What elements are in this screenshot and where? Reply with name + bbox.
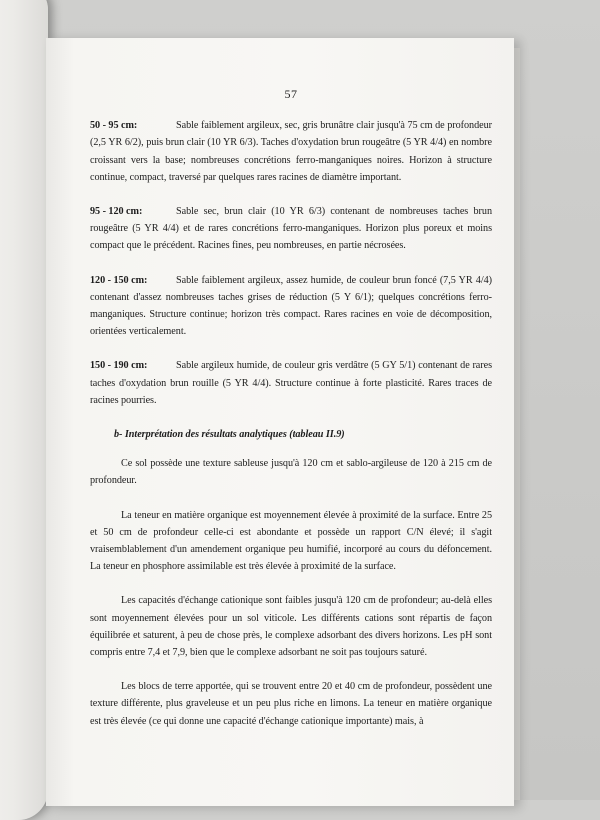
horizon-description: Sable argileux humide, de couleur gris verdâtre (5 GY 5/1) contenant de rares taches d'oxydation brun rouille (5 YR 4/4). Structure continue à forte plasticité. Rares traces de racines pourries. (90, 360, 492, 406)
horizon-description: Sable faiblement argileux, sec, gris brunâtre clair jusqu'à 75 cm de profondeur (2,5 YR 6/2), puis brun clair (10 YR 6/3). Taches d'oxydation brun rougeâtre (5 YR 4/4) en nombre croissant vers la base; nombreuses concrétions ferro-manganiques noires. Horizon à structure continue, compact, traversé par quelques rares racines de diamètre important. (90, 120, 492, 183)
horizon-description: Sable sec, brun clair (10 YR 6/3) contenant de nombreuses taches brun rougeâtre (5 YR 4/4) et de rares concrétions ferro-manganiques. Horizon plus poreux et moins compact que le précédent. Racines fines, peu nombreuses, en partie nécrosées. (90, 206, 492, 252)
page-number: 57 (284, 87, 298, 101)
horizon-depth: 120 - 150 cm: (90, 274, 148, 286)
page-content (90, 86, 492, 747)
horizon-entry (90, 357, 492, 409)
body-paragraph: La teneur en matière organique est moyennement élevée à proximité de la surface. Entre 25 et 50 cm de profondeur celle-ci est abondante et possède un rapport C/N élevé; il s'agit vraisemblablement d'un amendement organique peu humifié, incorporé au cours du défoncement. La teneur en phosphore assimilable est très élevée à proximité de la surface. (90, 509, 492, 573)
horizon-depth: 150 - 190 cm: (90, 360, 148, 372)
body-paragraph: Ce sol possède une texture sableuse jusqu'à 120 cm et sablo-argileuse de 120 à 215 cm de profondeur. (90, 458, 492, 487)
section-heading: b- Interprétation des résultats analytiques (tableau II.9) (114, 429, 345, 441)
horizon-depth: 50 - 95 cm: (90, 120, 138, 132)
body-paragraph: Les blocs de terre apportée, qui se trouvent entre 20 et 40 cm de profondeur, possèdent une texture différente, plus graveleuse et un peu plus riche en limons. La teneur en matière organique est très élevée (ce qui donne une capacité d'échange cationique importante) mais, à (90, 681, 492, 727)
horizon-entry (90, 272, 492, 341)
horizon-depth: 95 - 120 cm: (90, 206, 143, 218)
facing-page-edge (0, 0, 48, 820)
horizon-entry (90, 117, 492, 186)
body-paragraph: Les capacités d'échange cationique sont faibles jusqu'à 120 cm de profondeur; au-delà elles sont moyennement élevées pour un sol viticole. Les différents cations sont répartis de façon équilibrée et saturent, à peu de chose près, le complexe adsorbant des divers horizons. Les pH sont compris entre 7,4 et 7,9, bien que le complexe adsorbant ne soit pas toujours saturé. (90, 595, 492, 659)
horizon-description: Sable faiblement argileux, assez humide, de couleur brun foncé (7,5 YR 4/4) contenant d'assez nombreuses taches grises de réduction (5 Y 6/1); quelques concrétions ferro-manganiques. Structure continue; horizon très compact. Rares racines en voie de décomposition, orientées verticalement. (90, 274, 492, 338)
horizon-entry (90, 203, 492, 255)
